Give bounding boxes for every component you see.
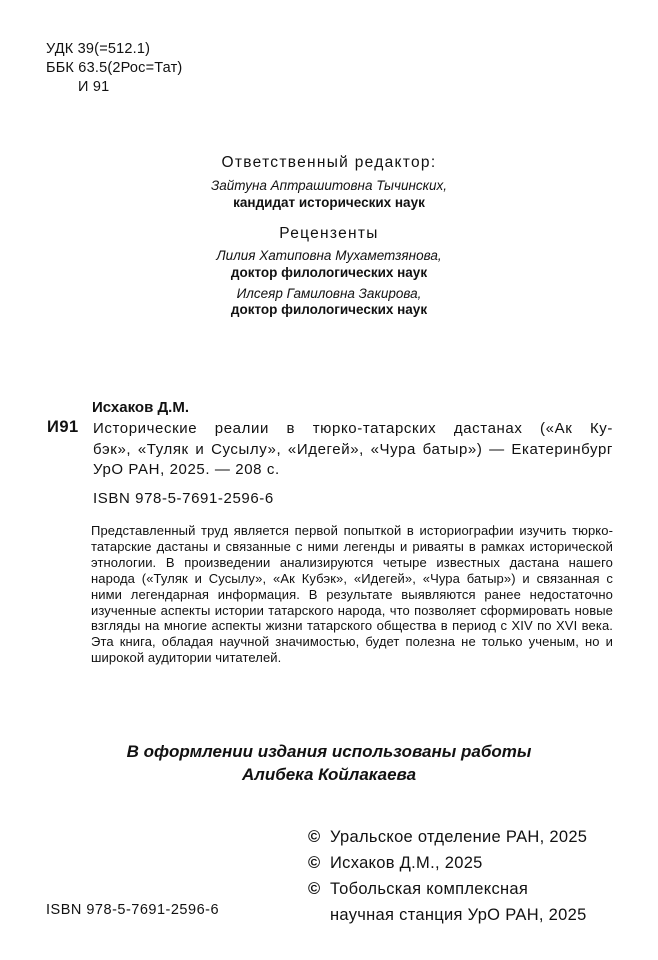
design-credit xyxy=(0,740,658,786)
reviewers-heading: Рецензенты xyxy=(279,225,379,242)
responsible-editor-degree: кандидат исторических наук xyxy=(233,195,425,210)
footer-isbn: ISBN 978-5-7691-2596-6 xyxy=(46,902,220,918)
reviewer-degree: доктор филологических наук xyxy=(230,302,428,317)
udk-code: УДК 39(=512.1) xyxy=(46,41,151,57)
copyright-holder: Тобольская комплексная xyxy=(330,880,529,898)
annotation-paragraph xyxy=(91,523,613,666)
bibliographic-author: Исхаков Д.М. xyxy=(92,399,189,416)
bibliographic-code: И91 xyxy=(47,418,79,436)
copyright-block xyxy=(308,824,587,928)
author-mark: И 91 xyxy=(78,79,110,95)
copyright-sign: © xyxy=(308,828,321,846)
description-line: Исторические реалии в тюрко-татарских дастанах («Ак Ку- xyxy=(93,420,613,437)
copyright-holder-continued: научная станция УрО РАН, 2025 xyxy=(330,906,587,924)
description-line: бэк», «Туляк и Сусылу», «Идегей», «Чура батыр») — Екатеринбург xyxy=(93,440,613,458)
copyright-line xyxy=(308,876,587,902)
description-line: УрО РАН, 2025. — 208 с. xyxy=(93,461,280,478)
annotation-text: Представленный труд является первой попыткой в историографии изучить тюрко-татарские дастаны и связанные с ними легенды и риваяты в рамках исторической этнологии. В произведении анализируются четыре известных дастана нашего народа («Туляк и Сусылу», «Ак Кубэк», «Идегей», «Чура батыр») и связанная с ними легендарная информация. В результате выявляются ранее недостаточно изученные аспекты истории татарского народа, что позволяет сформировать новые взгляды на многие аспекты жизни татарского общества в период с XIV по XVI века. Эта книга, обладая научной значимостью, будет полезна не только ученым, но и широкой аудитории читателей. xyxy=(91,523,613,666)
copyright-line xyxy=(308,902,587,928)
design-credit-line: В оформлении издания использованы работы xyxy=(126,742,532,761)
copyright-line xyxy=(308,824,587,850)
responsible-editor-heading: Ответственный редактор: xyxy=(221,154,437,171)
bibliographic-description xyxy=(93,419,613,481)
copyright-line xyxy=(308,850,587,876)
copyright-holder: Уральское отделение РАН, 2025 xyxy=(330,828,588,846)
copyright-sign: © xyxy=(308,854,321,872)
reviewer-name: Илсеяр Гамиловна Закирова, xyxy=(236,286,422,301)
bibliographic-isbn: ISBN 978-5-7691-2596-6 xyxy=(93,490,274,507)
bbk-code: ББК 63.5(2Рос=Тат) xyxy=(46,60,183,76)
responsible-editor-name: Зайтуна Аптрашитовна Тычинских, xyxy=(210,178,448,193)
reviewer-name: Лилия Хатиповна Мухаметзянова, xyxy=(216,248,442,263)
copyright-holder: Исхаков Д.М., 2025 xyxy=(330,854,483,872)
design-credit-artist: Алибека Койлакаева xyxy=(241,765,417,784)
copyright-sign: © xyxy=(308,880,321,898)
reviewer-degree: доктор филологических наук xyxy=(230,265,428,280)
